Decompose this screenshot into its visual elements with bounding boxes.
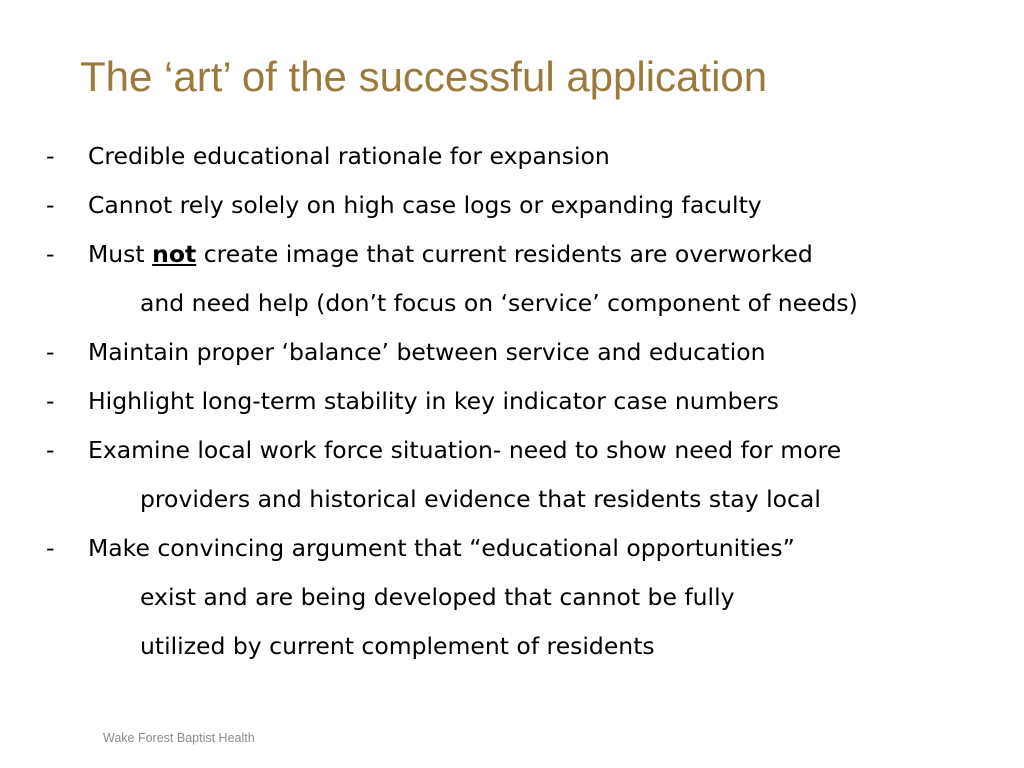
bullet-text-prefix: Must — [88, 240, 145, 268]
bullet-continuation-text: utilized by current complement of residents — [140, 632, 655, 660]
bullet-continuation — [0, 475, 1024, 524]
bullet-list — [0, 132, 1024, 671]
bullet-text: Credible educational rationale for expansion — [88, 142, 610, 170]
slide-title: The ‘art’ of the successful application — [80, 53, 768, 100]
bullet-continuation-text: exist and are being developed that cannot be fully — [140, 583, 735, 611]
bullet-item — [0, 524, 1024, 573]
bullet-text: Maintain proper ‘balance’ between service and education — [88, 338, 766, 366]
bullet-item — [0, 181, 1024, 230]
bullet-text: Cannot rely solely on high case logs or expanding faculty — [88, 191, 762, 219]
bullet-continuation — [0, 279, 1024, 328]
bullet-continuation-text: providers and historical evidence that residents stay local — [140, 485, 821, 513]
bullet-marker: - — [46, 338, 55, 366]
bullet-item — [0, 426, 1024, 475]
emphasis-word: not — [152, 240, 197, 268]
bullet-text — [88, 230, 813, 279]
bullet-text: Highlight long-term stability in key indicator case numbers — [88, 387, 779, 415]
bullet-marker: - — [46, 387, 55, 415]
footer-organization: Wake Forest Baptist Health — [103, 731, 255, 745]
bullet-text-suffix: create image that current residents are overworked — [203, 240, 813, 268]
bullet-continuation — [0, 573, 1024, 622]
bullet-marker: - — [46, 534, 55, 562]
bullet-text: Examine local work force situation- need to show need for more — [88, 436, 842, 464]
bullet-item — [0, 230, 1024, 279]
bullet-continuation-text: and need help (don’t focus on ‘service’ component of needs) — [140, 289, 858, 317]
bullet-marker: - — [46, 436, 55, 464]
bullet-marker: - — [46, 191, 55, 219]
bullet-marker: - — [46, 240, 55, 268]
bullet-continuation — [0, 622, 1024, 671]
bullet-item — [0, 377, 1024, 426]
bullet-marker: - — [46, 142, 55, 170]
bullet-item — [0, 132, 1024, 181]
bullet-text: Make convincing argument that “educational opportunities” — [88, 534, 795, 562]
bullet-item — [0, 328, 1024, 377]
